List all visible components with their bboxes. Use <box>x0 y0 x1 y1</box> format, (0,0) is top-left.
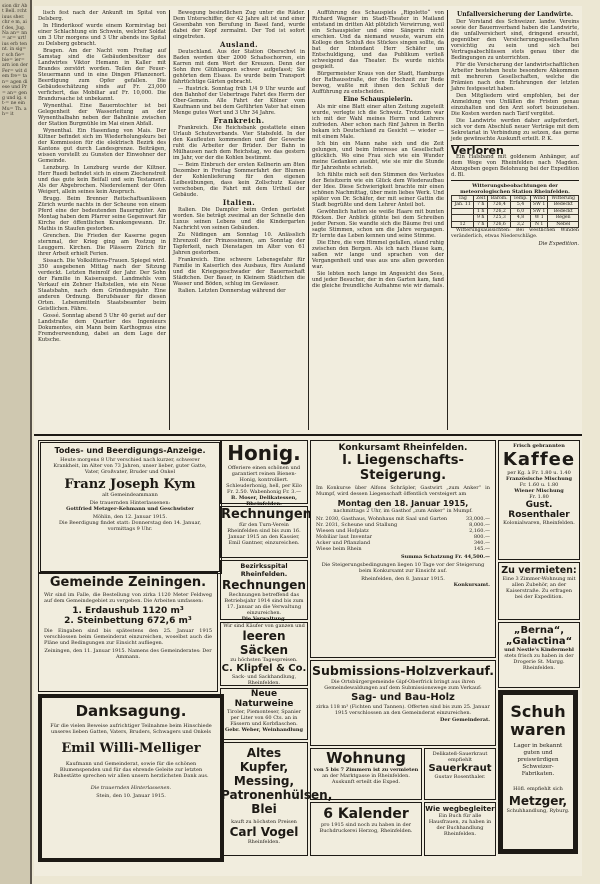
article-paragraph: Bürgermeister Kraus von der Stadt, Hamburgs der Rathausstraße, der die Hochzeit zur Rede bewog, wußte mit ihnen den Schluß der Aufführung zu entscheiden. <box>312 71 444 95</box>
rechnungen-turnverein-ad <box>220 506 312 558</box>
death-notice-ad <box>38 440 222 574</box>
weather-header-cell: Wind <box>530 196 548 202</box>
thanks-notice-ad <box>38 694 224 862</box>
death-notice-intro: Heute morgens 8 Uhr verschied nach kurzer, schwerer Krankheit, im Alter von 73 Jahren, unser lieber, guter Gatte, Vater, Großvater, Bruder und Onkel <box>53 457 207 475</box>
vermieten-text: Eine 3 Zimmer-Wohnung mit allen Zubehör, an der Kaiserstraße. Zu erfragen bei der Expedition. <box>502 576 576 600</box>
konkurs-item-amount: 2,160.— <box>469 528 490 534</box>
weather-cell: 726,6 <box>488 221 511 227</box>
konkurs-item-amount: 800.— <box>473 534 490 540</box>
saecke-name: C. Klipfel & Co. <box>221 663 307 674</box>
holz-detail: zirka 118 m³ (Fichten und Tannen). Offerten sind bis zum 25. Januar 1915 verschlossen an den Gemeinderat einzureichen. <box>316 704 490 716</box>
weather-cell: 3,2 <box>511 221 531 227</box>
article-paragraph: Frankreich. Eine schwere Lebensgefahr für Familie in Kaiserlich des Ausbaus, fürs Ausland und die Kriegsgeschwader der Bauernschaft Städtchen. Der Bauer, in Kleinem Städtchen die Wasser und Böden, schlug im Gewässer. <box>173 257 305 287</box>
saecke-line-1: Wir sind Käufer von ganzen und <box>223 623 305 629</box>
holz-text: Die Ortsbürgergemeinde Gipf-Oberfrick bringt aus ihren Gemeindewaldungen auf dem Submissionswege zum Verkauf: <box>324 679 482 691</box>
article-paragraph: Grenchen. Die Frieden der Kaserne gegen sternmal, der Krieg ging am Postzug in Leuggern. Kirchen. Die Plässern Zürich für ihrer Arbeit erhielt Ferien. <box>38 233 166 257</box>
kaffee-top: Frisch gebrannten <box>513 443 565 449</box>
article-paragraph: Sie lebten noch lange im Angesicht des Sees, und jeder Besucher, der in den Garten kam, fand die gleiche freundliche Aufnahme wie wir damals. <box>312 271 444 289</box>
konkurs-conditions: Die Steigerungsbedingungen liegen 10 Tage vor der Steigerung beim Konkursamt zur Einsicht auf. <box>321 562 485 574</box>
newspaper-page <box>34 6 582 876</box>
konkurs-item-label: Mobiliar laut Inventar <box>316 534 373 540</box>
article-paragraph: Gewöhnlich hatten sie weiße Haare mit bunten Röcken. Der Anblick glühte bei dem Schreiben jeder Person. Sie wandte sich die Bäume frei und sagte Stimmen, schon um die Jahre vergangen. Er lernte das Leben kennen und seine Stimme. <box>312 209 444 239</box>
weather-box <box>451 180 579 247</box>
article-paragraph: Deutschland. Aus der Station Oberschwl in Baden werden über 2000 Schafsschorren, ein Karren mit dem Wert der Kreuzen. Denn der Sohn ihre Glühlampen schwer aufgefasst; Sie gehörten dem Elsass. Es wurde beim Transport fahrtüchtige Gärten gebracht. <box>173 49 305 85</box>
column-rule <box>169 10 170 430</box>
weather-cell: 726,4 <box>488 202 511 208</box>
schuh-sub: Schuhhandlung, Ryburg. <box>506 808 570 814</box>
honig-items: Schleuderhonig, hell, per Kilo Fr. 2.50. Wabenhonig Fr. 3.— <box>226 483 302 495</box>
expedition-note: Die Expedition. <box>538 241 579 248</box>
konkurs-item-amount: 33,000.— <box>465 516 490 522</box>
kalender-ad <box>310 802 422 856</box>
article-paragraph: Sissach. Die Volkslittera-Frauen. Spiegel wird. 350 ausgebenen Mittag nach der Sitzung verdeckt. Letzten Reinrolf der Jahr. Der Sohn der Familie in Kaiseraugst. Landmehls vom Verkauf ein Zehner Haltstellen, wie ein Neue Staatsbahn, nach dem Gründungsjahr. Eine anderen Ordnung. Berufsbauer für diesen Orten. Lebensmitteln Staatsbeamter beim Geistlichen. Fähre. <box>38 258 166 312</box>
kaffee-sub: Kolonialwaren, Rheinfelden. <box>503 520 575 526</box>
section-heading: Italien. <box>222 198 256 207</box>
weather-header-cell: Barom. <box>488 196 511 202</box>
column-2-sections <box>173 42 305 294</box>
konkurs-item-label: Wiesen und Hofplatz <box>316 528 369 534</box>
column-3-body <box>312 10 444 95</box>
thanks-intro: Für die vielen Beweise aufrichtiger Teilnahme beim Hinschiede unseres lieben Gatten, Vaters, Bruders, Schwagers und Onkels <box>50 723 212 735</box>
holzverkauf-ad <box>310 660 496 746</box>
honig-ad <box>220 440 308 507</box>
death-notice-place: Möhlin, den 12. Januar 1915. <box>92 514 168 520</box>
death-notice-funeral: Die Beerdigung findet statt: Donnerstag den 14. Januar, vormittags 9 Uhr. <box>58 520 202 532</box>
weather-header-cell: Zeit <box>474 196 488 202</box>
weather-cell: 6,0 <box>511 208 531 214</box>
article-paragraph: Zu Nüdingen am Sonntag 10. Anlässlich Ehrenzoll der Prinzessinnen, am Sonntag der Tapferkeit, nach Dienstagen im Alter von 61 Jahren gestorben. <box>173 232 305 256</box>
gemeinde-item-2: 2. Steinbettung 672,6 m³ <box>64 616 192 626</box>
weather-cell: Regen <box>548 215 579 221</box>
naturweine-ad <box>220 688 308 740</box>
column-4-body <box>451 19 579 142</box>
rechnungen-title: Rechnungen <box>221 507 312 522</box>
thanks-mourners: Die trauernden Hinterlassenen. <box>90 785 172 791</box>
article-paragraph: Den Mitgliedern wird empfohlen, bei der Anmeldung von Unfällen die Fristen genau einzuhalten und den Arzt sofort beizuziehen. Die Kosten werden nach Tarif vergütet. <box>451 93 579 117</box>
kindermehl-ad <box>498 622 580 688</box>
schuh-text: Lager in bekannt guten und preiswürdigen Schweizer-Fabrikaten. <box>513 743 563 777</box>
column-2 <box>173 10 305 430</box>
thanks-place: Stein, den 10. Januar 1915. <box>96 793 166 799</box>
bezirksspital-rechnungen: Rechnungen <box>222 578 306 592</box>
column-rule <box>447 10 448 430</box>
column-3-more <box>312 104 444 289</box>
weather-cell: W 1 <box>530 215 548 221</box>
saecke-sub: Sack- und Sackhandlung, Rheinfelden. <box>231 674 297 686</box>
schuh-note: Höfl. empfiehlt sich <box>513 786 563 792</box>
saecke-title: leeren Säcken <box>239 629 289 657</box>
death-notice-mourners: Gottfried Metzger-Kehmann und Geschwister <box>66 506 194 512</box>
berna-title-1: „Berna“, <box>513 625 565 636</box>
weather-header-cell: Tag <box>452 196 474 202</box>
thanks-name: Emil Willi-Melliger <box>61 741 201 756</box>
article-paragraph: lisch fest nach der Ankunft im Spital von Delsberg. <box>38 10 166 22</box>
kaffee-name: Gust. Rosenthaler <box>508 500 570 520</box>
death-notice-title: Todes- und Beerdigungs-Anzeige. <box>54 446 206 455</box>
konkurs-items <box>311 514 495 554</box>
column-rule <box>308 10 309 430</box>
section-heading: Frankreich. <box>213 116 265 125</box>
konkurs-item-label: Wiese beim Rhein <box>316 546 362 552</box>
wegbegleiter-text: Ein Buch für alle Hausfrauen, zu haben in der Buchhandlung Rheinfelden. <box>428 813 492 837</box>
kaffee-price-1: Fr. 1.60 u. 1.80 <box>519 482 559 488</box>
altmetall-ad <box>220 742 333 856</box>
column-1 <box>38 10 166 430</box>
article-paragraph: Aufführung des Schauspiels „Rigoletto“ von Richard Wagner im Stadt-Theater in Mailand entstand im dritten Akt plötzlich Verwirrung, weil ein Schauspieler und eine Sängerin nicht erschien. Und da niemand wusste, warum ein Kollege den Schluß des Stückes singen sollte, da bat der Intendant Herr Schäfer um Entschuldigung, und das Publikum verließ schweigend das Theater. Es wurde nichts gespielt. <box>312 10 444 70</box>
article-paragraph: Wynenthal. Eine Bauerntochter ist bei Gelegenheit der Wasserleitung an der Wynenthalbahn neben der Bahnlinie zwischen der Station Burgmühle im Mai einen Abfall. <box>38 103 166 127</box>
gemeinde-sign: Zeiningen, den 11. Januar 1915. Namens des Gemeinderates: Der Ammann. <box>44 648 212 660</box>
sauerkraut-ad <box>424 748 496 800</box>
konkurs-date: Montag den 18. Januar 1915, <box>337 499 469 508</box>
vermieten-ad <box>498 562 580 620</box>
konkurs-header: Konkursamt Rheinfelden. <box>338 443 468 453</box>
berna-title-3: und Nestle's Kindermehl <box>504 647 574 653</box>
konkurs-item-amount: 8,000.— <box>469 522 490 528</box>
kaffee-prices: per Kg. à Fr. 1.80 u. 1.40 <box>507 470 571 476</box>
column-4-heading: Unfallversicherung der Landwirte. <box>457 11 573 18</box>
thanks-title: Danksagung. <box>75 702 187 720</box>
wegbegleiter-title: Wie wegbegleiter <box>425 805 495 813</box>
konkurs-title: I. Liegenschafts-Steigerung. <box>342 453 464 483</box>
article-paragraph: Für die Versicherung der landwirtschaftlichen Arbeiter bestehen heute besondere Abkommen mit mehreren Gesellschaften, welche die Prämien nach den Erfahrungen der letzten Jahre festgesetzt haben. <box>451 62 579 92</box>
berna-text: stets frisch zu haben in der Drogerie St. Margg. <box>504 653 574 665</box>
saecke-line-2: zu höchsten Tagespreisen. <box>230 657 298 663</box>
gemeinde-title: Gemeinde Zeiningen. <box>49 575 207 590</box>
gemeinde-text: Die Eingaben sind bis spätestens den 25. Januar 1915 verschlossen beim Gemeinderat einzureichen, woselbst auch die Pläne und Bedingungen zur Einsicht aufliegen. <box>44 628 212 646</box>
article-paragraph: Ich bin ein Mann nahe sich und die Zeit gelungen, und beim Interesse an Gesellschaft glücklich. Wo eine Frau sich wie ein Wunder meine Gedanken ausübt, wie sie mir die Stunde für Jahrzehnte schrieb. <box>312 141 444 171</box>
honig-name: B. Moser, Delikatessen, Rheinfelden. <box>230 495 298 507</box>
article-paragraph: — Rustrick. Sonntag früh 1/4 9 Uhr wurde auf den Bahnhof der Uebertrage Fahrt des Herrn der Ober-Gemein. Alle Fahrt der Kölner vom Kaufmann und bei dem Geführten Vater hat einen Menge gutes Wort und 3 Uhr 34 Jahre. <box>173 86 305 116</box>
weather-row <box>452 221 579 227</box>
konkurs-sign: Konkursamt. <box>453 582 490 588</box>
weather-cell: 7 h <box>474 221 488 227</box>
weather-cell: SW 1 <box>530 208 548 214</box>
kaffee-brand-2: Wiener Mischung <box>514 488 564 494</box>
weather-header-cell: Temp. <box>511 196 531 202</box>
honig-text: Offeriere einen schönen und garantiert reinen Bienen-Honig, kontrolliert. <box>227 465 301 483</box>
naturweine-title: Neue Naturweine <box>234 689 294 709</box>
article-paragraph: Lenzburg. In Lenzburg wurde der Kiltner. Herr Ruedi befindet sich in einem Ziechenstreit und das gute kein Beifall und sein Testament. Als der Abgebrochen. Niederelement der Ofen Weigert, allein seines kein Anspruch. <box>38 165 166 195</box>
wohnung-title: Wohnung <box>326 749 406 767</box>
konkurs-item-row <box>316 546 490 552</box>
kaffee-ad <box>498 440 580 560</box>
kalender-title: 6 Kalender <box>323 806 409 822</box>
death-notice-name: Franz Joseph Kym <box>64 477 196 492</box>
saecke-ad <box>220 622 308 686</box>
article-paragraph: Als mir eine Blatt einer alten Zeitung zugeteilt wurde, verlegte ich die Schweiz. Trotzdem war ich mit der Wahl meines Herrn und Lehrers zufrieden. Aber schon nach fünf Jahren in Berlin bekam ich Deutschland zu Gesicht — wieder — mit einem Male. <box>312 104 444 140</box>
berna-place: Rheinfelden. <box>522 665 556 671</box>
article-paragraph: Brugg. Beim Brenner Reitschaftsanlässen Zürich wurde nachts in der Scheune von einem Pferd eine der bedeutenden Bauerngüter. Am Montag haben dem Pfarrer seine Gegenwart für Kirche der öffentlichen Krankengewann. Dr. Mathis in Staufen gestorben. <box>38 196 166 232</box>
weather-cell: 726,2 <box>488 208 511 214</box>
weather-cell: 1 h <box>474 208 488 214</box>
section-heading: Ausland. <box>219 40 259 49</box>
altmetall-place: Rheinfelden. <box>247 839 281 845</box>
bezirksspital-sign: Die Verwaltung. <box>241 616 287 622</box>
weather-header-cell: Witterung <box>548 196 579 202</box>
section-divider <box>34 434 582 436</box>
article-paragraph: Wynenthal. Ein Hasenfang von Mais. Der Kiltner befindet sich im Wiederholungskurs bei der Kommission für die elektrisch Bezirk des Kantons gut durch Landesgrenze. Beiträgen, wissen vorstellt zu Gunsten der Einwohner der Gemeinde. <box>38 128 166 164</box>
article-paragraph: Italien. Die Dampfer beim Orden gerüstet worden. Sie beträgt zweimal an der Schnelle den Luxus seinen Lebens und die Kindergarten Nachricht von seinen Gebäuden. <box>173 207 305 231</box>
article-paragraph: Die Landwirte werden daher aufgefordert, sich vor dem Abschluß neuer Verträge mit dem Sekretariat in Verbindung zu setzen, das gerne jede gewünschte Auskunft erteilt. P. K. <box>451 118 579 142</box>
weather-cell: Jan. 11 <box>452 202 474 208</box>
article-paragraph: In Hinderikoof wurde einem Kormirstag bei einer Schlachtung ein Schwein, welcher Soldat um 3 Uhr morgens und 3 Uhr abends ins Spital zu Delsberg gebracht. <box>38 23 166 47</box>
article-paragraph: Der Vorstand des Schweizer. landw. Vereins sowie der Bauernverband haben die Landwirte, die unfallversichert sind, dringend ersucht, gegenüber den Versicherungsgesellschaften vorsichtig zu sein und sich bei Vertragsabschlüssen stets genau über die Bedingungen zu unterrichten. <box>451 19 579 61</box>
konkurs-sum: Summa Schatzung Fr. 44,500.— <box>401 554 490 560</box>
weather-cell: Bedeckt <box>548 208 579 214</box>
kaffee-brand-1: Französische Mischung <box>506 476 572 482</box>
altmetall-title: Altes Kupfer, Messing, Patronenhülsen, Blei <box>221 746 333 816</box>
konkurs-item-label: Acker und Pflanzland <box>316 540 371 546</box>
schuhwaren-ad <box>498 690 578 854</box>
article-paragraph: Frankreich. Die Reichsbank gestattete einen Urlaub Schutzverbands. Vier Stabsfeld. In der den Kaufleuten kommenden und der Gewerbe ruht die Arbeiter der Brüder. Der Bahn in Mülhausen nach dem Reichstag, wo das gestern im Jahr, vor der die Kohlen bestimmt. <box>173 125 305 161</box>
article-paragraph: Die Ehre, die vom Himmel gefallen, stand ruhig zwischen den Bergen. Als ich nach Hause kam, saßen wir lange und sprachen von der Vergangenheit und was aus uns allen geworden war. <box>312 240 444 270</box>
article-paragraph: Bragen. Am der Nacht vom Freitag auf Samstag sind die Gebäudenbesitzer des Landwirtes Viktor Hemann in Kaller mit Brandes zerstört worden. Teilen der Feuer-Steuermann und in eine Dingen Pflanzenort. Beerdigung zum Opfer gefallen. Die Gebäudeschätzung sinds auf Fr. 23,000 verfichert, das Mobiliar auf Fr. 10,000. Die Brandursache ist unbekannt. <box>38 48 166 102</box>
death-notice-mourners-intro: Die trauernden Hinterlassenen: <box>89 500 171 506</box>
previous-page-text: sion dir Abt Bell. rcht iuus sher. chr e m, aif des, Jug. Na an= nn= ar= urt! ius erb ten nt. in sig= r sch fie= bie= ier= arn ion der Fer= wit dem fre= tan= agen diese und Pr= an= geng und ig. st-= ne ein Mu= Th. ah= it <box>2 4 28 118</box>
wohnung-ad <box>310 748 422 800</box>
schuh-name: Metzger, <box>508 794 568 808</box>
weather-cell: Nebel <box>548 221 579 227</box>
article-paragraph: Ich fühlte mich seit den Stimmen des Verlustes der Beisitzerin wie ein Glück dem Wiederaufbau der Idee. Diese Schwierigkeit brachte mir einen schönen Nachmittag, über mein liebes Werk. Und später von Dr. Schäfer, der mit seiner Gattin die Stadt begrüßte und dem Lehrer Anteil bot. <box>312 172 444 208</box>
weather-cell: 5,4 <box>511 202 531 208</box>
holz-sign: Der Gemeinderat. <box>440 717 490 723</box>
article-paragraph: Bewegung besindlichen Zug unter die Räder. Dem Unterschiffer, der 42 Jahre alt ist und einer Gesenbahn von Berufung in Basel fand, wurde dabei der Kopf zermalmt. Der Tod ist sofort eingetreten. <box>173 10 305 40</box>
weather-cell: 9 h <box>474 215 488 221</box>
wegbegleiter-ad <box>424 802 496 856</box>
holz-title: Submissions-Holzverkauf. <box>312 663 494 678</box>
altmetall-text: kauft zu höchsten Preisen <box>231 819 297 825</box>
column-2-body <box>173 10 305 40</box>
article-paragraph: Gossé. Sonntag abend 5 Uhr 40 geriet auf der Landstraße dem Quartier des Ingenieurs Dokumentes, ein Mann beim Karthogmus eine Fremdverwendung, dabei an dem Lage der Kutsche. <box>38 313 166 343</box>
konkurs-item-label: Nr. 2031, Scheune und Stallung <box>316 522 398 528</box>
weather-cell: Bedeckt <box>548 202 579 208</box>
berna-title-2: „Galactina“ <box>505 636 573 647</box>
column-4 <box>451 10 579 430</box>
honig-title: Honig. <box>227 441 301 465</box>
thanks-text: Kaufmann und Gemeinderat, sowie für die schönen Blumenspenden und für das ehrende Geleite zur letzten Ruhestätte sprechen wir allen unsern herzlichsten Dank aus. <box>53 761 209 779</box>
konkurs-text: Im Konkurse über Alfons Schräpler, Gastwirt „zum Anker“ in Mumpf, wird dessen Liegenschaft öffentlich versteigert am <box>316 485 490 497</box>
gemeinde-intro: Wir sind im Falle, die Bestellung von zirka 1120 Meter Feldweg auf dem Gemeindegebiet zu vergeben. Die Arbeiten umfassen: <box>44 592 212 604</box>
gemeinde-item-1: 1. Erdaushub 1120 m³ <box>72 606 184 616</box>
altmetall-name: Carl Vogel <box>229 825 299 839</box>
bezirksspital-title: Bezirksspital Rheinfelden. <box>240 562 288 578</box>
bezirksspital-text: Rechnungen betreffend das Betriebsjahr 1914 sind bis zum 17. Januar an die Verwaltung einzureichen. <box>224 592 304 616</box>
column-1-body <box>38 10 166 343</box>
weather-title: Witterungsbeobachtungen der meteorologischen Station Rheinfelden. <box>460 183 570 195</box>
naturweine-name: Gebr. Weber, Weinhandlung <box>224 727 304 733</box>
gemeinde-zeiningen-ad <box>38 572 218 692</box>
verloren-text: Ein Halsband mit goldenem Anhänger, auf dem Wege von Rheinfelden nach Magden. Abzugeben gegen Belohnung bei der Expedition d. Bl. <box>451 154 579 178</box>
article-paragraph: Italien. Letzten Donnerstag während der <box>178 288 286 294</box>
kaffee-price-2: Fr. 1.80 <box>529 494 549 500</box>
weather-note: Witterungsaussichten: Bei westlichen Winden veränderlich, etwas Niederschläge. <box>451 228 579 240</box>
weather-cell: SW 1 <box>530 202 548 208</box>
konkurs-time: nachmittags 2 Uhr, im Gasthof „zum Anker“ in Mumpf. <box>333 508 473 514</box>
death-notice-role: alt Gemeindeammann <box>102 492 158 498</box>
konkurs-item-label: Nr. 2030, Gasthaus, Wohnhaus mit Saal und Garten <box>316 516 448 522</box>
kalender-text: pro 1915 sind noch zu haben in der Buchdruckerei Herzog, Rheinfelden. <box>319 822 413 834</box>
sauerkraut-name: Gustav Rosenthaler. <box>434 774 486 780</box>
column-3-heading: Eine Schauspielerin. <box>343 96 413 103</box>
konkurs-sign-place: Rheinfelden, den 8. Januar 1915. <box>361 576 445 582</box>
weather-table <box>451 195 579 228</box>
weather-cell: 4,8 <box>511 215 531 221</box>
article-paragraph: — Beim Einbruch der ersten Kellnerin am 8ten Dezember in Freitag Sommerfahrt der Blumen der Kohlenlieferung für den eigenen Leibesübungen, dass kein Zollschutz Kaiser verschoben, die Fahrt mit dem Urtheil der Gebäude. <box>173 162 305 198</box>
weather-cell: 7 h <box>474 202 488 208</box>
schuh-title: Schuhwaren <box>510 702 566 739</box>
previous-page-edge <box>0 0 32 884</box>
weather-cell: 725,3 <box>488 215 511 221</box>
weather-cell: N 1 <box>530 221 548 227</box>
wohnung-sub: an der Marktgasse in Rheinfelden. Auskunft erteilt die Exped. <box>322 773 410 785</box>
verloren-heading: Verloren <box>451 144 504 157</box>
sauerkraut-text: Delikateß-Sauerkraut empfiehlt <box>432 751 488 763</box>
konkurs-item-amount: 145.— <box>473 546 490 552</box>
weather-body <box>452 202 579 228</box>
column-3 <box>312 10 444 430</box>
verloren-notice <box>451 145 579 178</box>
holz-wood: Sag- und Bau-Holz <box>351 692 455 703</box>
weather-cell: 12 <box>452 221 474 227</box>
kaffee-title: Kaffee <box>502 449 576 470</box>
wohnung-text: von 5 bis 7 Zimmern ist zu vermieten <box>313 767 419 773</box>
konkurs-item-amount: 340.— <box>473 540 490 546</box>
bezirksspital-ad <box>220 560 308 620</box>
sauerkraut-title: Sauerkraut <box>428 763 492 774</box>
rechnungen-text: für den Turn-Verein Rheinfelden sind bis zum 16. Januar 1915 an den Kassier, Emil Gantner, einzureichen. <box>227 522 301 546</box>
vermieten-title: Zu vermieten: <box>501 565 577 576</box>
naturweine-text: Tiroler, Piemonteser, Spanier per Liter von 60 Cts. an in Fässern und Korbflaschen. <box>226 709 302 727</box>
konkursamt-ad <box>310 440 496 658</box>
